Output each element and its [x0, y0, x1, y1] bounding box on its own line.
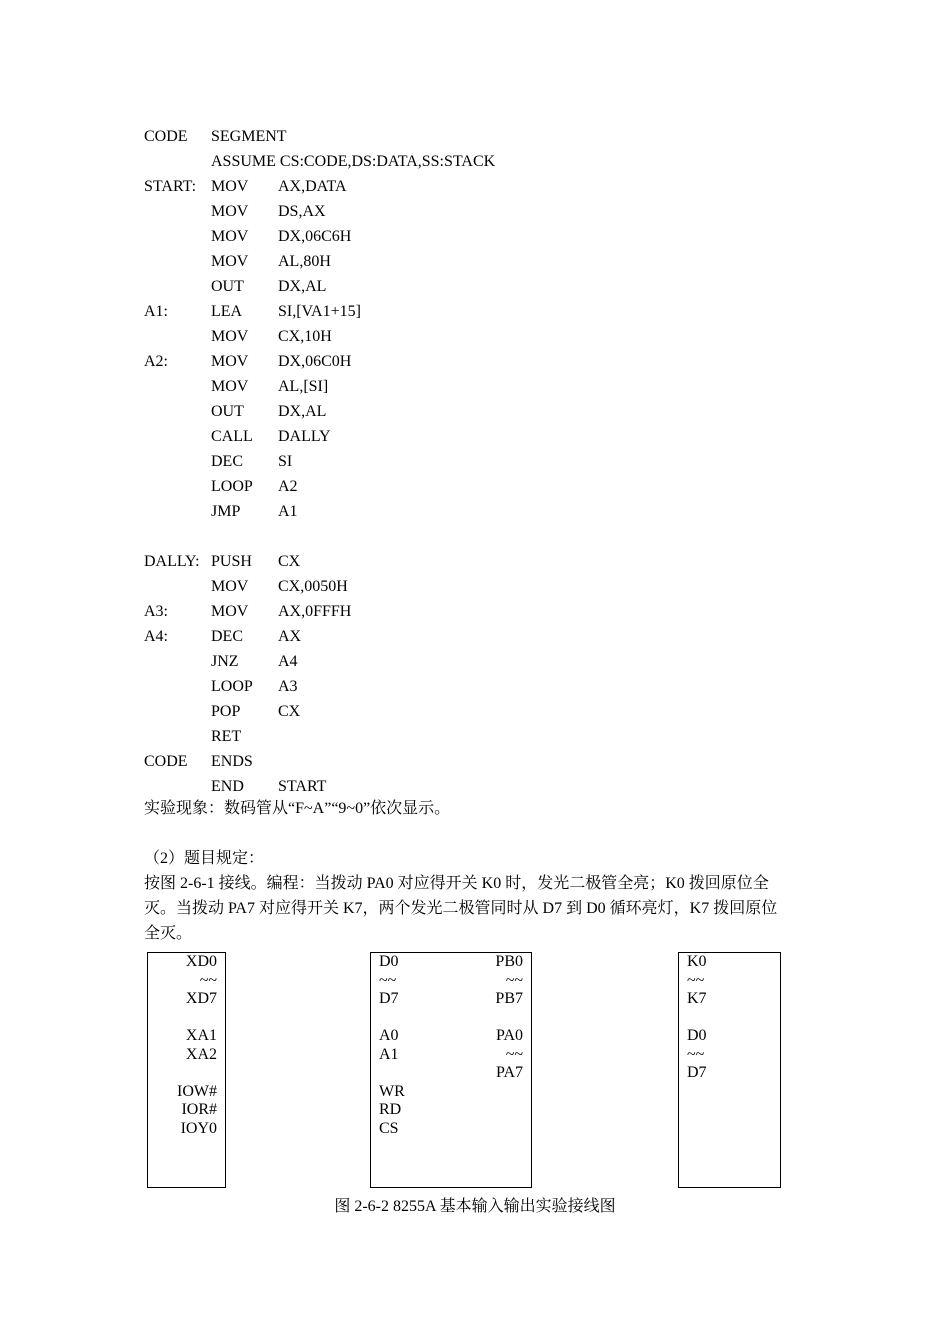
code-operand: CX [278, 703, 301, 720]
io-signal-label: ~~ [687, 1045, 705, 1063]
chip-pin-label: PB0 [495, 953, 523, 970]
code-instruction: SEGMENT [211, 128, 287, 145]
code-label: CODE [144, 753, 188, 770]
cpu-signal-label: IOW# [177, 1082, 217, 1100]
io-signal-label: D7 [687, 1064, 707, 1081]
code-operand: A4 [278, 653, 298, 670]
switch-led-signals [687, 953, 707, 1083]
cpu-signal-label: XD0 [185, 953, 217, 970]
requirement-line-1: 按图 2-6-1 接线。编程：当拨动 PA0 对应得开关 K0 时，发光二极管全亮；K0 拨回原位全 [144, 875, 769, 892]
figure-caption: 图 2-6-2 8255A 基本输入输出实验接线图 [334, 1198, 616, 1215]
code-operand: AX,0FFFH [278, 603, 352, 620]
cpu-signal-label: IOY0 [180, 1119, 217, 1137]
cpu-signal-label: XA2 [185, 1045, 217, 1063]
code-instruction: JNZ [211, 653, 239, 670]
code-instruction: POP [211, 703, 241, 720]
code-operand: SI [278, 453, 293, 470]
code-operand: AX [278, 628, 302, 645]
code-instruction: END [211, 778, 244, 795]
code-operand: DX,06C0H [278, 353, 352, 370]
code-instruction: CALL [211, 428, 253, 445]
chip-pin-label: ~~ [505, 1045, 523, 1063]
code-instruction: JMP [211, 503, 241, 520]
code-instruction: MOV [211, 603, 249, 620]
experiment-phenomenon: 实验现象：数码管从“F~A”“9~0”依次显示。 [144, 800, 451, 817]
code-instruction: MOV [211, 353, 249, 370]
chip-pin-label: ~~ [379, 971, 397, 989]
code-instruction: MOV [211, 203, 249, 220]
code-operand: A1 [278, 503, 298, 520]
cpu-signal-label: ~~ [199, 971, 217, 989]
code-operand: CX,10H [278, 328, 332, 345]
chip-pin-label: D0 [379, 953, 399, 970]
code-instruction: MOV [211, 578, 249, 595]
chip-pin-label: PB7 [495, 990, 523, 1007]
code-operand: DX,06C6H [278, 228, 352, 245]
code-instruction: PUSH [211, 553, 252, 570]
cpu-signal-label [177, 1064, 217, 1083]
code-operand: DALLY [278, 428, 331, 445]
cpu-signal-label: XD7 [185, 990, 217, 1007]
code-instruction: ASSUME CS:CODE,DS:DATA,SS:STACK [211, 153, 496, 170]
code-instruction: DEC [211, 628, 243, 645]
io-signal-label [687, 1009, 707, 1028]
io-signal-label: D0 [687, 1027, 707, 1044]
chip-8255a-box [370, 952, 532, 1188]
code-instruction: MOV [211, 228, 249, 245]
code-operand: DX,AL [278, 403, 327, 420]
io-signal-label: K7 [687, 990, 707, 1007]
chip-left-pins [379, 953, 405, 1138]
switch-led-box [678, 952, 781, 1188]
code-instruction: MOV [211, 328, 249, 345]
requirement-line-3: 全灭。 [144, 925, 193, 942]
cpu-bus-signals [177, 953, 217, 1138]
code-label: A3: [144, 603, 168, 620]
chip-pin-label: PA0 [496, 1027, 523, 1044]
cpu-signal-label: XA1 [185, 1027, 217, 1044]
chip-pin-label: PA7 [496, 1064, 523, 1081]
code-operand: START [278, 778, 327, 795]
code-operand: AX,DATA [278, 178, 347, 195]
chip-pin-label: WR [379, 1082, 405, 1100]
chip-pin-label [495, 1009, 523, 1028]
io-signal-label: K0 [687, 953, 707, 970]
chip-pin-label: RD [379, 1101, 402, 1118]
code-operand: AL,[SI] [278, 378, 329, 395]
chip-pin-label [379, 1064, 405, 1083]
code-operand: DS,AX [278, 203, 326, 220]
cpu-signal-label [177, 1009, 217, 1028]
code-instruction: LOOP [211, 678, 253, 695]
code-instruction: LEA [211, 303, 243, 320]
code-operand: A2 [278, 478, 298, 495]
code-instruction: ENDS [211, 753, 253, 770]
code-label: A4: [144, 628, 168, 645]
cpu-signal-label: IOR# [181, 1101, 217, 1118]
chip-right-pins [495, 953, 523, 1083]
chip-pin-label: ~~ [505, 971, 523, 989]
code-instruction: OUT [211, 403, 244, 420]
io-signal-label: ~~ [687, 971, 705, 989]
code-instruction: LOOP [211, 478, 253, 495]
code-instruction: OUT [211, 278, 244, 295]
code-label: A2: [144, 353, 168, 370]
code-instruction: RET [211, 728, 242, 745]
code-operand: CX [278, 553, 301, 570]
cpu-bus-box [147, 952, 226, 1188]
code-label: CODE [144, 128, 188, 145]
code-label: DALLY: [144, 553, 200, 570]
chip-pin-label [379, 1009, 405, 1028]
code-label: START: [144, 178, 197, 195]
chip-pin-label: D7 [379, 990, 399, 1007]
code-operand: CX,0050H [278, 578, 348, 595]
requirement-line-2: 灭。当拨动 PA7 对应得开关 K7，两个发光二极管同时从 D7 到 D0 循环亮灯，K7 拨回原位 [144, 900, 778, 917]
code-operand: AL,80H [278, 253, 331, 270]
code-instruction: MOV [211, 178, 249, 195]
requirement-title: （2）题目规定： [144, 850, 265, 867]
code-instruction: MOV [211, 378, 249, 395]
code-label: A1: [144, 303, 168, 320]
chip-pin-label: CS [379, 1119, 399, 1137]
code-operand: A3 [278, 678, 298, 695]
chip-pin-label: A1 [379, 1045, 399, 1063]
code-operand: DX,AL [278, 278, 327, 295]
code-instruction: MOV [211, 253, 249, 270]
code-operand: SI,[VA1+15] [278, 303, 361, 320]
code-instruction: DEC [211, 453, 243, 470]
chip-pin-label: A0 [379, 1027, 399, 1044]
